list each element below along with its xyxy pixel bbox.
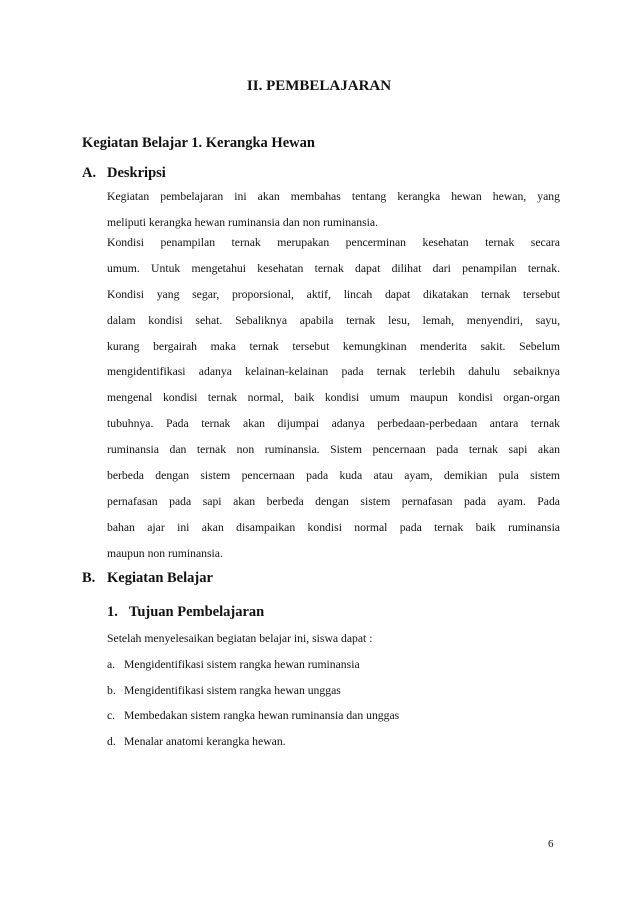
section-b-letter: B. — [82, 570, 96, 586]
page-number: 6 — [548, 838, 554, 850]
list-item-text: Membedakan sistem rangka hewan ruminansia dan unggas — [124, 709, 400, 723]
section-a-letter: A. — [82, 165, 97, 181]
section-a-title: Deskripsi — [107, 165, 166, 181]
paragraph-line: mengenal kondisi ternak normal, baik kondisi umum maupun kondisi organ-organ — [107, 391, 560, 405]
list-item-text: Mengidentifikasi sistem rangka hewan unggas — [124, 683, 341, 697]
chapter-title: II. PEMBELAJARAN — [246, 78, 392, 94]
list-item-letter: d. — [107, 735, 116, 749]
list-item-text: Mengidentifikasi sistem rangka hewan ruminansia — [124, 657, 360, 671]
list-item-letter: c. — [107, 709, 116, 723]
section-b-heading — [82, 570, 213, 587]
list-item-letter: b. — [107, 683, 116, 697]
subsection-title: Tujuan Pembelajaran — [129, 604, 265, 620]
paragraph-line: bahan ajar ini akan disampaikan kondisi normal pada ternak baik ruminansia — [107, 520, 560, 534]
paragraph-line: tubuhnya. Pada ternak akan dijumpai adanya perbedaan-perbedaan antara ternak — [107, 417, 560, 431]
paragraph-line: dalam kondisi sehat. Sebaliknya apabila ternak lesu, lemah, menyendiri, sayu, — [107, 313, 560, 327]
list-item — [107, 678, 399, 704]
paragraph-line: meliputi kerangka hewan ruminansia dan non ruminansia. — [107, 215, 379, 229]
paragraph-line: berbeda dengan sistem pencernaan pada kuda atau ayam, demikian pula sistem — [107, 469, 560, 483]
list-item — [107, 652, 399, 678]
paragraph-line: maupun non ruminansia. — [107, 546, 223, 560]
paragraph-line: Kondisi penampilan ternak merupakan pencerminan kesehatan ternak secara — [107, 236, 560, 249]
list-item-letter: a. — [107, 657, 116, 671]
subsection-heading — [107, 604, 264, 621]
objectives-list — [107, 626, 399, 755]
section-b-title: Kegiatan Belajar — [107, 570, 213, 586]
paragraph-line: ruminansia dan ternak non ruminansia. Sistem pencernaan pada ternak sapi akan — [107, 443, 560, 457]
list-item — [107, 703, 399, 729]
objectives-intro: Setelah menyelesaikan begiatan belajar ini, siswa dapat : — [107, 632, 373, 645]
paragraph-line: Kegiatan pembelajaran ini akan membahas tentang kerangka hewan hewan, yang — [107, 190, 560, 203]
description-paragraph-1 — [107, 184, 560, 236]
description-paragraph-2 — [107, 230, 560, 567]
subsection-number: 1. — [107, 604, 118, 620]
list-item-text: Menalar anatomi kerangka hewan. — [124, 735, 286, 749]
activity-title: Kegiatan Belajar 1. Kerangka Hewan — [82, 135, 315, 151]
paragraph-line: pernafasan pada sapi akan berbeda dengan sistem pernafasan pada ayam. Pada — [107, 494, 560, 508]
list-item — [107, 729, 399, 755]
paragraph-line: umum. Untuk mengetahui kesehatan ternak dapat dilihat dari penampilan ternak. — [107, 261, 560, 275]
section-a-heading — [82, 165, 166, 182]
paragraph-line: Kondisi yang segar, proporsional, aktif, lincah dapat dikatakan ternak tersebut — [107, 287, 560, 301]
paragraph-line: kurang bergairah maka ternak tersebut kemungkinan menderita sakit. Sebelum — [107, 339, 560, 353]
paragraph-line: mengidentifikasi adanya kelainan-kelainan pada ternak terlebih dahulu sebaiknya — [107, 365, 560, 379]
